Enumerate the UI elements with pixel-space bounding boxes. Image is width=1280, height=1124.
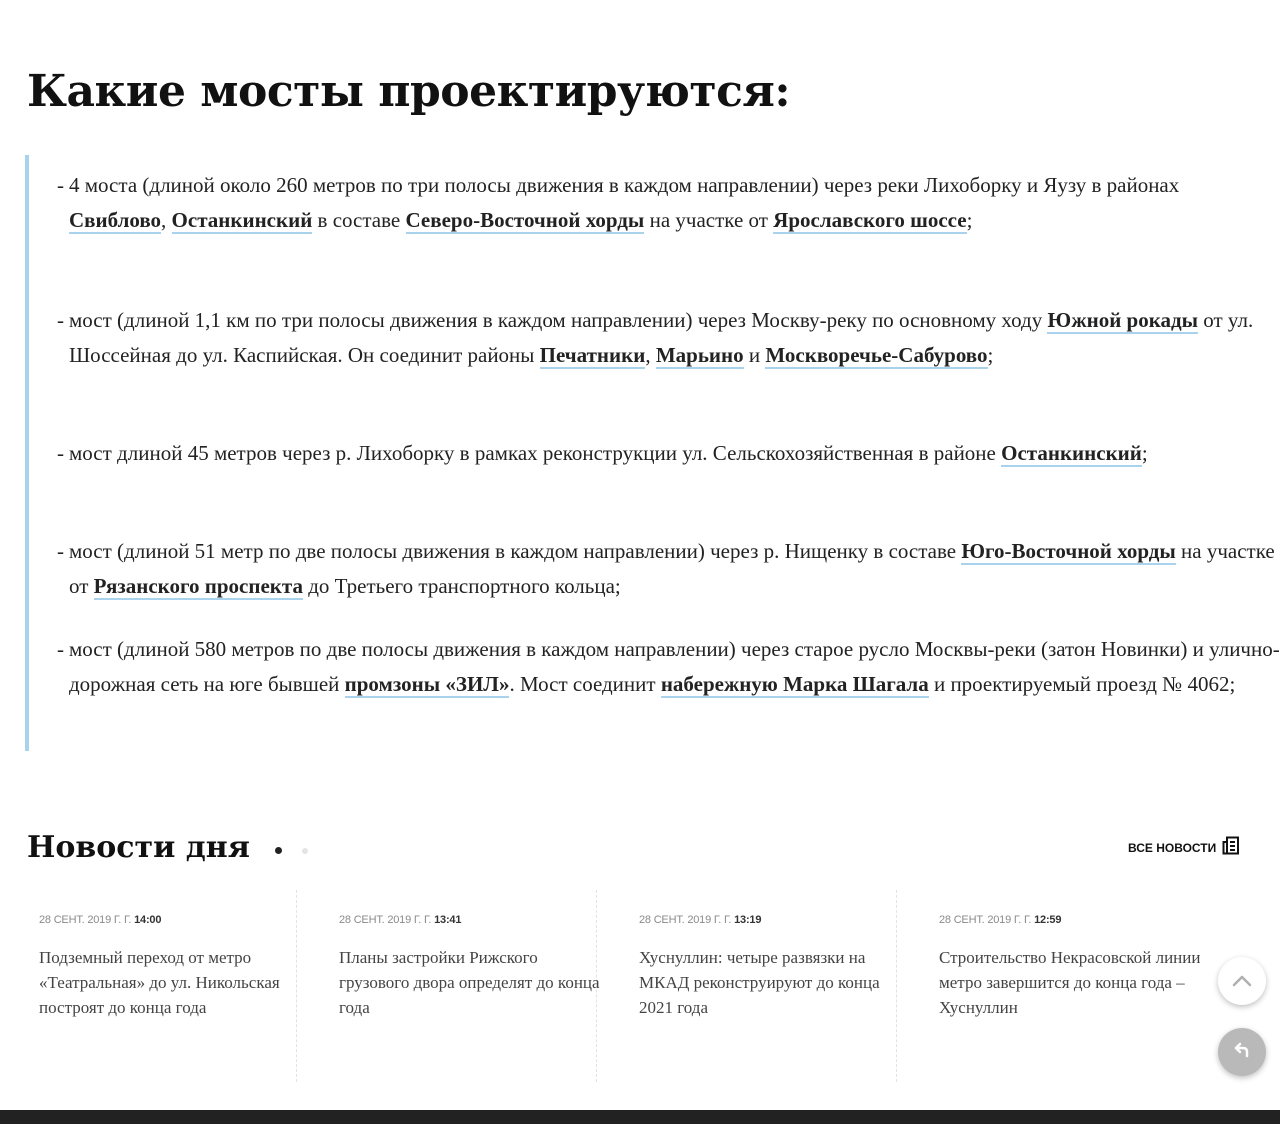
text-run: на участке от (644, 208, 774, 232)
news-list-icon (1222, 836, 1240, 860)
bridges-list (25, 155, 1280, 751)
news-card-time: 13:41 (434, 914, 462, 926)
news-card-time: 14:00 (134, 914, 162, 926)
news-section-title: Новости дня (27, 830, 250, 865)
district-link[interactable]: Северо-Восточной хорды (405, 208, 645, 232)
text-run: мост (длиной 1,1 км по три полосы движения в каждом направлении) через Москву-реку по основному ходу (69, 308, 1048, 332)
list-dash: - (57, 308, 64, 332)
text-run: в составе (312, 208, 406, 232)
news-card-date: 28 СЕНТ. 2019 Г. Г. (339, 914, 432, 926)
news-card[interactable] (326, 890, 600, 1082)
text-run: мост (длиной 51 метр по две полосы движения в каждом направлении) через р. Нищенку в составе (69, 539, 962, 563)
text-run: , (645, 343, 656, 367)
back-button[interactable] (1218, 1028, 1266, 1076)
text-run: , (161, 208, 172, 232)
list-item-text (57, 534, 1280, 604)
text-run: ; (987, 343, 994, 367)
news-card-headline[interactable]: Хуснуллин: четыре развязки на МКАД реконструируют до конца 2021 года (639, 948, 880, 1017)
back-arrow-icon (1233, 1041, 1251, 1063)
district-link[interactable]: промзоны «ЗИЛ» (344, 672, 510, 696)
list-item-text (57, 632, 1280, 702)
news-card-datetime (939, 914, 1061, 926)
news-card-headline[interactable]: Строительство Некрасовской линии метро завершится до конца года – Хуснуллин (939, 948, 1201, 1017)
news-card-headline[interactable]: Планы застройки Рижского грузового двора определят до конца года (339, 948, 600, 1017)
news-card-datetime (339, 914, 461, 926)
all-news-link[interactable] (1128, 836, 1240, 860)
district-link[interactable]: Останкинский (171, 208, 313, 232)
list-item (57, 534, 1280, 604)
district-link[interactable]: Ярославского шоссе (773, 208, 967, 232)
news-card-headline[interactable]: Подземный переход от метро «Театральная» до ул. Никольская построят до конца года (39, 948, 280, 1017)
list-item (57, 632, 1280, 702)
district-link[interactable]: Печатники (539, 343, 646, 367)
district-link[interactable]: Южной рокады (1047, 308, 1199, 332)
list-item-text (57, 303, 1280, 373)
district-link[interactable]: Москворечье-Сабурово (765, 343, 988, 367)
text-run: и (743, 343, 766, 367)
text-run: на участке от (69, 539, 1275, 598)
all-news-label: ВСЕ НОВОСТИ (1128, 841, 1217, 855)
list-dash: - (57, 173, 64, 197)
district-link[interactable]: набережную Марка Шагала (660, 672, 929, 696)
district-link[interactable]: Свиблово (69, 208, 162, 232)
news-card-datetime (639, 914, 761, 926)
text-run: . Мост соединит (509, 672, 661, 696)
footer-bar (0, 1110, 1280, 1124)
text-run: ; (966, 208, 973, 232)
list-dash: - (57, 539, 64, 563)
text-run: до Третьего транспортного кольца; (302, 574, 621, 598)
list-item-text (57, 436, 1280, 471)
news-card[interactable] (626, 890, 897, 1082)
news-card-datetime (39, 914, 161, 926)
list-item (57, 168, 1280, 238)
district-link[interactable]: Юго-Восточной хорды (961, 539, 1176, 563)
news-card[interactable] (926, 890, 1201, 1082)
news-card-date: 28 СЕНТ. 2019 Г. Г. (939, 914, 1032, 926)
list-dash: - (57, 441, 64, 465)
text-run: и проектируемый проезд № 4062; (928, 672, 1236, 696)
news-card[interactable] (26, 890, 297, 1082)
text-run: ; (1141, 441, 1148, 465)
carousel-dot[interactable] (302, 848, 308, 854)
list-item-text (57, 168, 1280, 238)
text-run: мост длиной 45 метров через р. Лихоборку в рамках реконструкции ул. Сельскохозяйственная в районе (69, 441, 1002, 465)
news-card-time: 13:19 (734, 914, 762, 926)
news-card-date: 28 СЕНТ. 2019 Г. Г. (39, 914, 132, 926)
section-heading: Какие мосты проектируются: (27, 66, 791, 117)
district-link[interactable]: Рязанского проспекта (93, 574, 303, 598)
text-run: от ул. Шоссейная до ул. Каспийская. Он соединит районы (69, 308, 1254, 367)
news-card-date: 28 СЕНТ. 2019 Г. Г. (639, 914, 732, 926)
list-item (57, 303, 1280, 373)
district-link[interactable]: Марьино (655, 343, 744, 367)
scroll-up-button[interactable] (1218, 957, 1266, 1005)
carousel-dot-active[interactable] (275, 847, 282, 854)
list-dash: - (57, 637, 64, 661)
chevron-up-icon (1232, 972, 1252, 991)
text-run: 4 моста (длиной около 260 метров по три полосы движения в каждом направлении) через реки Лихоборку и Яузу в районах (69, 173, 1180, 197)
list-item (57, 436, 1280, 471)
district-link[interactable]: Останкинский (1001, 441, 1142, 465)
text-run: мост (длиной 580 метров по две полосы движения в каждом направлении) через старое русло Москвы-реки (затон Новинки) и улично-дорожная сеть на юге бывшей (69, 637, 1280, 696)
news-card-time: 12:59 (1034, 914, 1062, 926)
